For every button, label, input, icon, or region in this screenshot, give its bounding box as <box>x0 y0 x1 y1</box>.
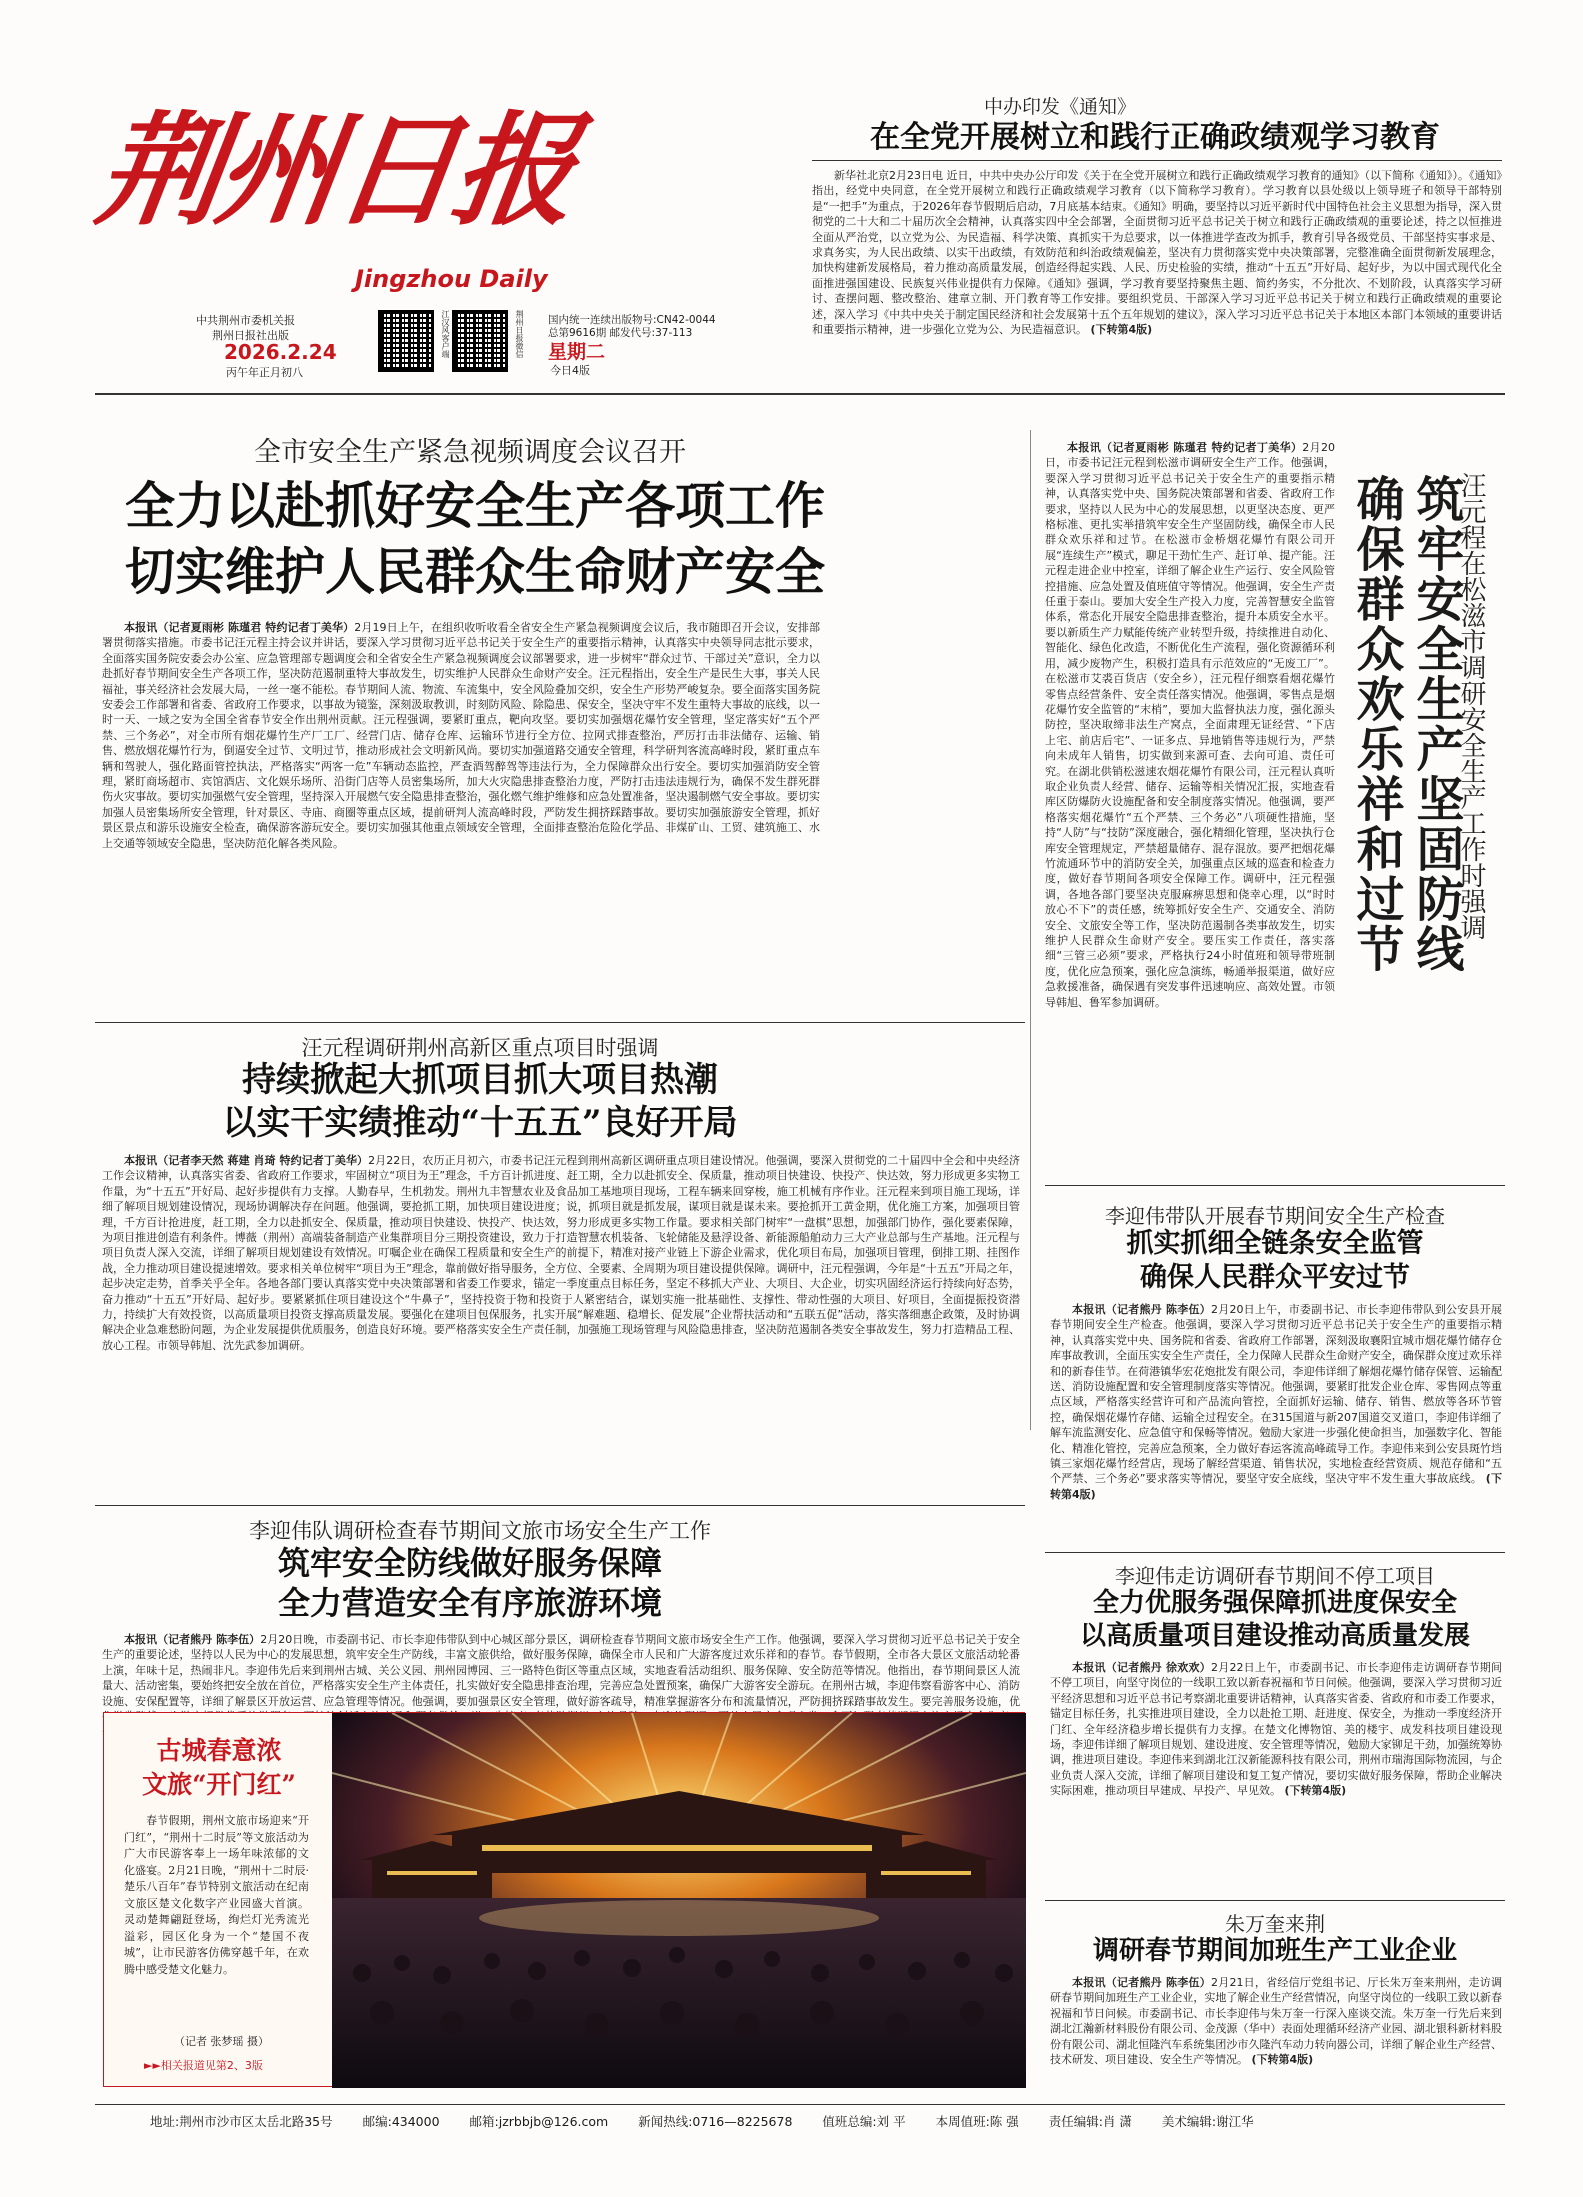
a8-byline: 本报讯（记者熊丹 陈李伍） <box>1072 1976 1211 1989</box>
a8-top-rule <box>1045 1900 1505 1901</box>
footer-postcode: 邮编:434000 <box>362 2114 440 2129</box>
a1-text: 新华社北京2月23日电 近日，中共中央办公厅印发《关于在全党开展树立和践行正确政绩观学习教育的通知》（以下简称《通知》）。《通知》指出，经党中央同意，在全党开展树立和践行正确政绩观学习教育（以下简称学习教育）。学习教育以县处级以上领导班子和领导干部特别是“一把手”为重点，于2026年春节假期后启动，7月底基本结束。《通知》明确，要坚持以习近平新时代中国特色社会主义思想为指导，深入贯彻党的二十大和二十届历次全会精神，认真落实四中全会部署，全面贯彻习近平总书记关于树立和践行正确政绩观的重要论述，持之以恒推进全面从严治党，以立党为公、为民造福、科学决策、真抓实干为总要求，以一体推进学查改为抓手，教育引导各级党员、干部坚持实事求是、求真务实，为人民出政绩、以实干出政绩，有效防范和纠治政绩观偏差，坚决有力贯彻落实党中央决策部署，完整准确全面贯彻新发展理念，加快构建新发展格局，着力推动高质量发展，创造经得起实践、人民、历史检验的实绩，推动“十五五”开好局、起好步，为以中国式现代化全面推进强国建设、民族复兴伟业提供有力保障。《通知》强调，学习教育要坚持聚焦主题、简约务实，不分批次、不划阶段，认真落实学习研讨、查摆问题、整改整治、建章立制、开门教育等工作安排。要组织党员、干部深入学习习近平总书记关于树立和践行正确政绩观的重要论述，深入学习《中共中央关于制定国民经济和社会发展第十五个五年规划的建议》，深入学习习近平总书记关于本地区本部门本领域的重要讲话和重要指示精神，进一步强化立党为公、为民造福意识。 <box>812 169 1502 337</box>
a2-text: 2月19日上午，在组织收听收看全省安全生产紧急视频调度会议后，我市随即召开会议，安排部署贯彻落实措施。市委书记汪元程主持会议并讲话，要深入学习贯彻习近平总书记关于安全生产的重要指示精神，认真落实中央领导同志批示要求，全面落实国务院安委会办公室、应急管理部专题调度会和全省安全生产紧急视频调度会议部署要求，进一步树牢“群众过节、干部过关”意识，全力以赴抓好春节期间安全生产各项工作，坚决防范遏制重特大事故发生，切实维护人民群众生命财产安全。汪元程指出，安全生产是民生大事，事关人民福祉，事关经济社会发展大局，一丝一毫不能松。春节期间人流、物流、车流集中，安全风险叠加交织，安全生产形势严峻复杂。要全面落实国务院安委会工作部署和省委、省政府工作要求，以事故为镜鉴，深刻汲取教训，时刻防风险、除隐患、保安全，坚决守牢不发生重特大事故的底线，以一时一天、一域之安为全国全省春节安全作出荆州贡献。汪元程强调，要紧盯重点，靶向攻坚。要切实加强烟花爆竹安全管理，坚定落实好“五个严禁、三个务必”，对全市所有烟花爆竹生产厂工厂、经营门店、储存仓库、运输环节进行全方位、拉网式排查整治，严厉打击非法储存、运输、销售、燃放烟花爆竹行为，倒逼安全过节、文明过节，推动形成社会文明新风尚。要切实加强道路交通安全管理，科学研判客流高峰时段，紧盯重点车辆和驾驶人，强化路面管控执法，严格落实“两客一危”车辆动态监控，严查酒驾醉驾等违法行为，全力保障群众出行安全。要切实加强消防安全管理，紧盯商场超市、宾馆酒店、文化娱乐场所、沿街门店等人员密集场所，加大火灾隐患排查整治力度，严防打击违法违规行为，确保不发生群死群伤火灾事故。要切实加强燃气安全管理，坚持深入开展燃气安全隐患排查整治，强化燃气维护维修和应急处置准备，坚决遏制燃气安全事故。要切实加强人员密集场所安全管理，针对景区、寺庙、商圈等重点区域，提前研判人流高峰时段，严防发生拥挤踩踏事故。要切实加强旅游安全管理，抓好景区景点和游乐设施安全检查，确保游客游玩安全。要切实加强其他重点领域安全管理，全面排查整治危险化学品、非煤矿山、工贸、建筑施工、水上交通等领域安全隐患，坚决防范化解各类风险。 <box>102 621 820 850</box>
a1-kicker: 中办印发《通知》 <box>983 96 1136 118</box>
photo-caption <box>124 1813 309 2033</box>
a8-kicker: 朱万奎来荆 <box>1225 1912 1325 1936</box>
a1-headline[interactable]: 在全党开展树立和践行正确政绩观学习教育 <box>870 120 1440 155</box>
a8-text: 2月21日，省经信厅党组书记、厅长朱万奎来荆州，走访调研春节期间加班生产工业企业，实地了解企业生产经营情况，向坚守岗位的一线职工致以新春祝福和节日问候。市委副书记、市长李迎伟与朱万奎一行深入座谈交流。朱万奎一行先后来到湖北江瀚新材料股份有限公司、金茂源（华中）表面处理循环经济产业园、湖北银科新材料股份有限公司、湖北恒隆汽车系统集团沙市久隆汽车动力转向器公司，详细了解企业生产经营、技术研发、项目建设、安全生产等情况。 <box>1050 1976 1502 2067</box>
photo-credit: （记者 张梦瑶 摄） <box>174 2035 269 2048</box>
a2-col-divider <box>1030 430 1031 1430</box>
footer-editor: 责任编辑:肖 潇 <box>1048 2114 1132 2129</box>
qr-label-1: 江汉风客户端 <box>441 310 450 358</box>
a5-text: 2月20日上午，市委副书记、市长李迎伟带队到公安县开展春节期间安全生产检查。他强调，要深入学习贯彻习近平总书记关于安全生产的重要指示精神，认真落实党中央、国务院和省委、省政府工作部署，深刻汲取襄阳宜城市烟花爆竹储存仓库事故教训，全面压实安全生产责任，全力保障人民群众生命财产安全，确保群众度过欢乐祥和的新春佳节。在荷港镇华宏花炮批发有限公司，李迎伟详细了解烟花爆竹储存保管、运输配送、消防设施配置和安全管理制度落实等情况。他强调，要紧盯批发企业仓库、零售网点等重点区域，严格落实经营许可和产品流向管控，全面抓好运输、储存、销售、燃放等各环节管控，确保烟花爆竹存储、运输全过程安全。在315国道与新207国道交叉道口，李迎伟详细了解车流监测安化、应急值守和保畅等情况。勉励大家进一步强化使命担当，加强数字化、智能化、精准化管控，完善应急预案，全力做好春运客流高峰疏导工作。李迎伟来到公安县斑竹垱镇三家烟花爆竹经营店，现场了解经营渠道、销售状况，实地检查经营资质、规范存储和“五个严禁、三个务必”要求落实等情况，要坚守安全底线，坚决守牢不发生重大事故底线。 <box>1050 1303 1502 1486</box>
a2-kicker: 全市安全生产紧急视频调度会议召开 <box>254 437 686 468</box>
photo-title-1: 古城春意浓 <box>156 1736 282 1765</box>
a7-text: 2月22日上午，市委副书记、市长李迎伟走访调研春节期间不停工项目，向坚守岗位的一线职工致以新春祝福和节日问候。他强调，要深入学习贯彻习近平经济思想和习近平总书记考察湖北重要讲话精神，认真落实省委、省政府和市委工作要求，锚定目标任务，扎实推进项目建设，全力以赴抢工期、赶进度、保安全，为推动一季度经济开门红、全年经济稳步增长提供有力支撑。在楚文化博物馆、美的楼宇、成发科技项目建设现场，李迎伟详细了解项目规划、建设进度、安全管理等情况，勉励大家铆足干劲，加强统筹协调，推进项目建设。李迎伟来到湖北江汉新能源科技有限公司，荆州市瑞海国际物流园，与企业负责人深入交流，详细了解项目建设和复工复产情况，要切实做好服务保障，帮助企业解决实际困难，推动项目早建成、早投产、早见效。 <box>1050 1661 1502 1798</box>
masthead-issue: 总第9616期 邮发代号:37-113 <box>548 327 693 339</box>
footer-address: 地址:荆州市沙市区太岳北路35号 <box>150 2114 333 2129</box>
masthead-org-2: 荆州日报社出版 <box>212 329 289 342</box>
a4-headline-2[interactable]: 以实干实绩推动“十五五”良好开局 <box>222 1103 738 1143</box>
a3-body <box>1045 440 1335 1182</box>
a4-body <box>102 1153 1020 1498</box>
a6-text: 2月20日晚，市委副书记、市长李迎伟带队到中心城区部分景区，调研检查春节期间文旅市场安全生产工作。他强调，要深入学习贯彻习近平总书记关于安全生产的重要论述，坚持以人民为中心的发展思想，筑牢安全生产防线，丰富文旅供给，做好服务保障，确保全市人民和广大游客度过欢乐祥和的春节。春节假期，全市各大景区文旅活动轮番上演，年味十足，热闹非凡。李迎伟先后来到荆州古城、关公义园、荆州园博园、三一路特色街区等重点区域，实地查看活动组织、服务保障、安全防范等情况。他指出，春节期间景区人流量大、活动密集，要始终把安全放在首位，严格落实安全生产主体责任，扎实做好安全隐患排查治理，完善应急处置预案，确保广大游客安全游玩。在荆州古城，李迎伟察看游客中心、消防设施、安保配置等，详细了解景区开放运营、应急管理等情况。他强调，要加强景区安全管理，做好游客疏导，精准掌握游客分布和流量情况，严防拥挤踩踏事故发生。要完善服务设施，优 <box>102 1633 1020 1708</box>
footer-rule <box>95 2104 1505 2105</box>
a6-top-rule <box>95 1505 1025 1506</box>
a6-kicker: 李迎伟队调研检查春节期间文旅市场安全生产工作 <box>249 1519 711 1543</box>
a2-headline-1[interactable]: 全力以赴抓好安全生产各项工作 <box>125 476 825 535</box>
a3-headline-1[interactable]: 筑牢安全生产坚固防线 <box>1408 474 1464 974</box>
a7-more[interactable]: (下转第4版) <box>1284 1784 1347 1798</box>
a5-headline-2[interactable]: 确保人民群众平安过节 <box>1140 1262 1410 1293</box>
a3-kicker: 汪元程在松滋市调研安全生产工作时强调 <box>1456 472 1486 940</box>
a7-headline-2[interactable]: 以高质量项目建设推动高质量发展 <box>1079 1621 1470 1651</box>
masthead-weekday: 星期二 <box>548 341 606 363</box>
masthead-title-en: Jingzhou Daily <box>355 265 548 293</box>
footer-chief: 值班总编:刘 平 <box>822 2114 906 2129</box>
a7-headline-1[interactable]: 全力优服务强保障抓进度保安全 <box>1092 1588 1457 1618</box>
a4-text: 2月22日，农历正月初六，市委书记汪元程到荆州高新区调研重点项目建设情况。他强调，要深入贯彻党的二十届四中全会和中央经济工作会议精神，认真落实省委、省政府工作要求，牢固树立“项目为王”理念，千方百计抓进度、赶工期，全力以赴抓安全、保质量，推动项目快建设、快投产、快达效，努力形成更多实物工作量，为“十五五”开好局、起好步提供有力支撑。人勤春早，生机勃发。荆州九丰智慧农业及食品加工基地项目现场，工程车辆来回穿梭，施工机械有序作业。汪元程来到项目施工现场，详细了解项目规划建设情况，现场协调解决存在问题。他强调，要抢抓工期，加快项目建设进度；说，抓项目就是抓发展，谋项目就是谋未来。要抢抓开工黄金期，优化施工方案，加强项目管理，千方百计抢进度，赶工期，全力以赴抓安全、保质量，推动项目快建设、快投产、快达效，努力形成更多实物工作量。要求相关部门树牢“一盘棋”思想，加强部门协作，强化要素保障，为项目推进创造有利条件。博薇（荆州）高端装备制造产业集群项目分三期投资建设，致力于打造智慧农机装备、飞轮储能及悬浮设备、新能源船舶动力三大产业总部与生产基地。汪元程与项目负责人深入交流，详细了解项目规划建设有效情况。叮嘱企业在确保工程质量和安全生产的前提下，精准对接产业链上下游企业需求，优化项目布局，加强项目管理，倒排工期、挂图作战，全力推动项目建设提速增效。要求相关单位树牢“项目为王”理念，靠前做好指导服务，全方位、全要素、全周期为项目建设提供保障。调研中，汪元程强调，今年是“十五五”开局之年，起步决定走势，首季关乎全年。各地各部门要认真落实党中央决策部署和省委工作要求，锚定一季度重点目标任务，坚定不移抓大产业、大项目、大企业，切实巩固经济运行持续向好态势，奋力推动“十五五”开好局、起好步。要紧紧抓住项目建设这个“牛鼻子”，坚持投资于物和投资于人紧密结合，谋划实施一批基础性、支撑性、带动性强的大项目、好项目，全面提振投资潜力，持续扩大有效投资，以高质量项目投资支撑高质量发展。要强化在建项目包保服务，扎实开展“解难题、稳增长、促发展”企业帮扶活动和“五联五促”活动，落实落细惠企政策，及时协调解决企业急难愁盼问题，为企业发展提供优质服务，创造良好环境。要严格落实安全生产责任制，加强施工现场管理与风险隐患排查，坚决防范遏制各类安全事故发生，努力打造精品工程、放心工程。市领导韩旭、沈先武参加调研。 <box>102 1154 1020 1352</box>
footer-weekly: 本周值班:陈 强 <box>935 2114 1019 2129</box>
a8-body <box>1050 1975 1502 2085</box>
a4-byline: 本报讯（记者李天然 蒋建 肖琦 特约记者丁美华） <box>124 1154 369 1167</box>
masthead-bottom-rule <box>95 393 1505 395</box>
a8-headline[interactable]: 调研春节期间加班生产工业企业 <box>1092 1936 1457 1966</box>
masthead-title: 荆州日报 <box>89 98 583 242</box>
masthead-pages: 今日4版 <box>550 364 590 377</box>
a4-top-rule <box>95 1022 1025 1023</box>
a8-more[interactable]: (下转第4版) <box>1251 2053 1314 2067</box>
a5-headline-1[interactable]: 抓实抓细全链条安全监管 <box>1126 1228 1424 1259</box>
night-festival-photo[interactable] <box>332 1713 1026 2088</box>
qr-code-icon[interactable] <box>452 310 508 372</box>
festival-illustration <box>332 1713 1026 2088</box>
a5-top-rule <box>1045 1185 1505 1186</box>
masthead <box>89 80 583 293</box>
photo-box <box>103 1712 1025 2087</box>
footer <box>150 2112 1490 2130</box>
a6-body <box>102 1632 1020 1708</box>
a5-byline: 本报讯（记者熊丹 陈李伍） <box>1072 1303 1211 1316</box>
a7-kicker: 李迎伟走访调研春节期间不停工项目 <box>1115 1564 1435 1588</box>
a1-more[interactable]: (下转第4版) <box>1090 323 1153 337</box>
masthead-date: 2026.2.24 <box>224 340 337 364</box>
a5-more[interactable]: (下转第4版) <box>1050 1472 1502 1501</box>
qr-code-icon[interactable] <box>378 310 434 372</box>
a1-body <box>812 168 1502 358</box>
photo-link[interactable]: ►►相关报道见第2、3版 <box>144 2059 263 2072</box>
a5-body <box>1050 1302 1502 1547</box>
photo-title-2: 文旅“开门红” <box>142 1770 296 1799</box>
a6-headline-2[interactable]: 全力营造安全有序旅游环境 <box>277 1584 662 1622</box>
a2-byline: 本报讯（记者夏雨彬 陈瑾君 特约记者丁美华） <box>124 621 355 634</box>
a7-byline: 本报讯（记者熊丹 徐欢欢） <box>1072 1661 1211 1674</box>
a7-body <box>1050 1660 1502 1895</box>
a6-byline: 本报讯（记者熊丹 陈李伍） <box>124 1633 261 1646</box>
a2-headline-2[interactable]: 切实维护人民群众生命财产安全 <box>125 542 825 601</box>
qr-label-2: 荆州日报微信 <box>515 310 524 358</box>
footer-email[interactable]: 邮箱:jzrbbjb@126.com <box>469 2114 609 2129</box>
a6-headline-1[interactable]: 筑牢安全防线做好服务保障 <box>277 1544 662 1582</box>
footer-art: 美术编辑:谢江华 <box>1161 2114 1254 2129</box>
a3-headline-2[interactable]: 确保群众欢乐祥和过节 <box>1348 474 1404 974</box>
masthead-org-1: 中共荆州市委机关报 <box>196 314 295 327</box>
masthead-lunar: 丙午年正月初八 <box>226 366 303 379</box>
photo-caption-text: 春节假期，荆州文旅市场迎来“开门红”，“荆州十二时辰”等文旅活动为广大市民游客奉上一场年味浓郁的文化盛宴。2月21日晚，“荆州十二时辰·楚乐八百年”春节特别文旅活动在纪南文旅区楚文化数字产业园盛大首演。灵动楚舞翩跹登场，绚烂灯光秀流光溢彩，园区化身为一个“楚国不夜城”，让市民游客仿佛穿越千年，在欢腾中感受楚文化魅力。 <box>124 1814 309 1976</box>
masthead-cn: 国内统一连续出版物号:CN42-0044 <box>548 314 716 326</box>
footer-hotline: 新闻热线:0716—8225678 <box>638 2114 793 2129</box>
a3-text: 2月20日，市委书记汪元程到松滋市调研安全生产工作。他强调，要深入学习贯彻习近平总书记关于安全生产的重要指示精神，认真落实党中央、国务院决策部署和省委、省政府工作要求，坚持以人民为中心的发展思想，以更坚决态度、更严格标准、更扎实举措筑牢安全生产坚固防线，确保全市人民群众欢乐祥和过节。在松滋市金桥烟花爆竹有限公司开展“连续生产”模式，聊足干劲忙生产、赶订单、提产能。汪元程走进企业中控室，详细了解企业生产运行、安全风险管控措施、应急处置及值班值守等情况。他强调，安全生产责任重于泰山。要加大安全生产投入力度，完善智慧安全监管体系，常态化开展安全隐患排查整治，提升本质安全水平。要以新质生产力赋能传统产业转型升级，持续推进自动化、智能化、绿色化改造，不断优化生产流程，强化资源循环利用，减少废物产生，积极打造具有示范效应的“无废工厂”。在松滋市艾裘百货店（安全乡），汪元程仔细察看烟花爆竹零售点经营条件、安全责任落实情况。他强调，零售点是烟花爆竹安全监管的“末梢”，要加大监督执法力度，强化源头防控，坚决取缔非法生产窝点，全面肃理无证经营、“下店上宅、前店后宅”、一证多点、异地销售等违规行为，严禁向未成年人销售，切实做到来源可查、去向可追、责任可究。在湖北供销松滋速农烟花爆竹有限公司，汪元程认真听取企业负责人经营、储存、运输等相关情况汇报，实地查看库区防爆防火设施配备和安全制度落实情况。他强调，要严格落实烟花爆竹“五个严禁、三个务必”八项硬性措施，坚持“人防”与“技防”深度融合，强化精细化管理，坚决执行仓库安全管理规定，严禁超量储存、混存混放。要严把烟花爆竹流通环节中的消防安全关，加强重点区域的巡查和检查力度，做好春节期间各项安全保障工作。调研中，汪元程强调，各地各部门要坚决克服麻痹思想和侥幸心理，以“时时放心不下”的责任感，统筹抓好安全生产、交通安全、消防安全、文旅安全等工作，坚决防范遏制各类事故发生，切实维护人民群众生命财产安全。要压实工作责任，落实落细“三管三必须”要求，严格执行24小时值班和领导带班制度，优化应急预案，强化应急演练，畅通举报渠道，做好应急救援准备，确保遇有突发事件迅速响应、高效处置。市领导韩旭、鲁军参加调研。 <box>1045 441 1335 1009</box>
a2-body <box>102 620 820 1020</box>
a7-top-rule <box>1045 1552 1505 1553</box>
a5-kicker: 李迎伟带队开展春节期间安全生产检查 <box>1105 1204 1445 1228</box>
a1-rule <box>812 160 1502 161</box>
a4-headline-1[interactable]: 持续掀起大抓项目抓大项目热潮 <box>242 1060 718 1100</box>
a4-kicker: 汪元程调研荆州高新区重点项目时强调 <box>301 1036 659 1060</box>
a3-byline: 本报讯（记者夏雨彬 陈瑾君 特约记者丁美华） <box>1067 441 1303 454</box>
